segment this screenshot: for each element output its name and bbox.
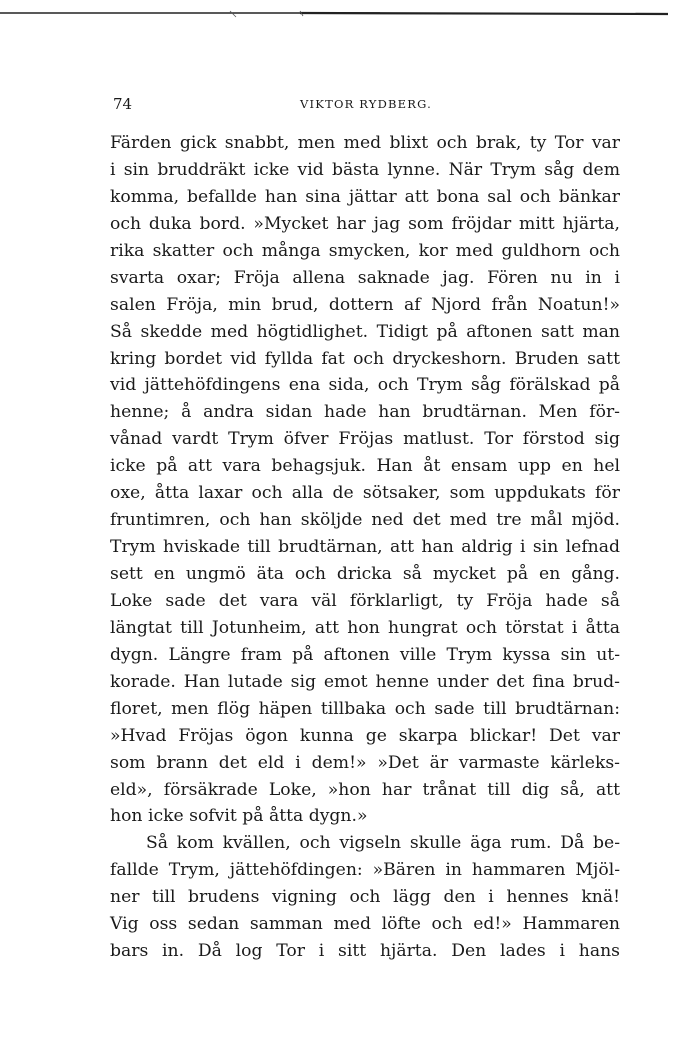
text-line: vånad vardt Trym öfver Fröjas matlust. Tor förstod sig [110, 429, 620, 450]
text-line: fallde Trym, jättehöfdingen: »Bären in hammaren Mjöl- [110, 860, 620, 881]
text-line: vid jättehöfdingens ena sida, och Trym såg förälskad på [110, 375, 620, 396]
text-line: korade. Han lutade sig emot henne under det fina brud- [110, 671, 620, 692]
text-line: sett en ungmö äta och dricka så mycket på en gång. [110, 564, 620, 584]
text-line: icke på att vara behagsjuk. Han åt ensam upp en hel [110, 456, 620, 477]
page-number: 74 [113, 95, 133, 113]
text-line: Så skedde med högtidlighet. Tidigt på aftonen satt man [110, 321, 620, 342]
page-header [113, 94, 619, 114]
top-rule [0, 8, 668, 20]
text-line: Vig oss sedan samman med löfte och ed!» Hammaren [110, 914, 620, 935]
text-line: och duka bord. »Mycket har jag som fröjdar mitt hjärta, [110, 213, 620, 234]
text-line: hon icke sofvit på åtta dygn.» [110, 806, 368, 827]
running-head: VIKTOR RYDBERG. [300, 97, 432, 111]
text-line: längtat till Jotunheim, att hon hungrat och törstat i åtta [110, 617, 620, 638]
text-line: rika skatter och många smycken, kor med guldhorn och [110, 240, 620, 261]
text-line: i sin bruddräkt icke vid bästa lynne. När Trym såg dem [110, 159, 620, 180]
text-line: eld», försäkrade Loke, »hon har trånat till dig så, att [110, 779, 620, 800]
text-line: floret, men flög häpen tillbaka och sade till brudtärnan: [110, 698, 620, 719]
text-line: fruntimren, och han sköljde ned det med tre mål mjöd. [110, 510, 620, 531]
text-line: »Hvad Fröjas ögon kunna ge skarpa blickar! Det var [110, 725, 620, 746]
text-line: som brann det eld i dem!» »Det är varmaste kärleks- [110, 752, 620, 773]
text-line: ner till brudens vigning och lägg den i hennes knä! [110, 887, 620, 908]
body-text [110, 130, 620, 965]
text-line: kring bordet vid fyllda fat och dryckeshorn. Bruden satt [110, 348, 620, 369]
text-line: dygn. Längre fram på aftonen ville Trym kyssa sin ut- [110, 644, 620, 665]
text-line: Färden gick snabbt, men med blixt och brak, ty Tor var [110, 133, 620, 153]
text-line: Loke sade det vara väl förklarligt, ty Fröja hade så [110, 590, 620, 611]
text-line: svarta oxar; Fröja allena saknade jag. Fören nu in i [110, 267, 620, 288]
text-line: Trym hviskade till brudtärnan, att han aldrig i sin lefnad [110, 537, 620, 558]
text-line: bars in. Då log Tor i sitt hjärta. Den lades i hans [110, 941, 620, 962]
text-line: Så kom kvällen, och vigseln skulle äga rum. Då be- [146, 833, 620, 854]
text-line: salen Fröja, min brud, dottern af Njord från Noatun!» [110, 294, 620, 315]
text-line: oxe, åtta laxar och alla de sötsaker, som uppdukats för [110, 483, 620, 504]
text-line: komma, befallde han sina jättar att bona sal och bänkar [110, 186, 620, 207]
text-line: henne; å andra sidan hade han brudtärnan. Men för- [110, 402, 620, 423]
